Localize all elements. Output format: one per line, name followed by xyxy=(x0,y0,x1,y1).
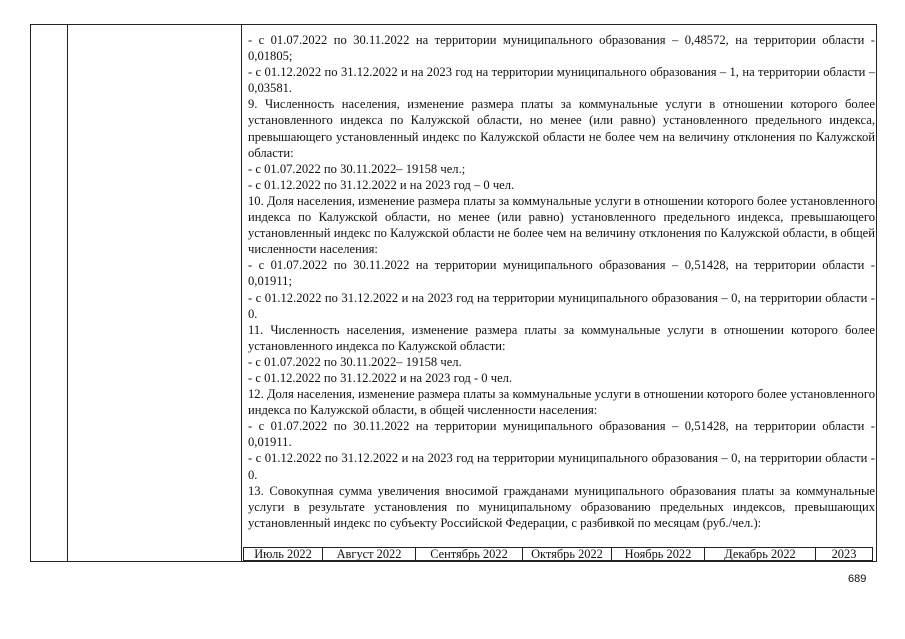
paragraph: - с 01.12.2022 по 31.12.2022 и на 2023 год - 0 чел. xyxy=(248,370,513,385)
document-table xyxy=(30,24,877,562)
month-header-cell: Июль 2022 xyxy=(254,547,312,561)
months-header-row xyxy=(243,547,873,561)
paragraph: 9. Численность населения, изменение размера платы за коммунальные услуги в отношении которого более установленного индекса по Калужской области, но менее (или равно) установленного предельного индекса, превышающего установленный индекс по Калужской области не более чем на величину отклонения по Калужской области: xyxy=(248,97,875,160)
month-header-cell: Декабрь 2022 xyxy=(704,548,815,560)
month-header-cell: Август 2022 xyxy=(322,548,415,560)
page-number: 689 xyxy=(848,573,867,585)
paragraph: 10. Доля населения, изменение размера платы за коммунальные услуги в отношении которого более установленного индекса по Калужской области, но менее (или равно) установленного предельного индекса, превышающего установленный индекс по Калужской области не более чем на величину отклонения по Калужской области, в общей численности населения: xyxy=(248,193,875,257)
paragraph: - с 01.07.2022 по 30.11.2022– 19158 чел.; xyxy=(248,161,466,176)
paragraph: - с 01.07.2022 по 30.11.2022– 19158 чел. xyxy=(248,354,462,369)
paragraph: - с 01.12.2022 по 31.12.2022 и на 2023 год на территории муниципального образования – 0, на территории области - 0. xyxy=(248,290,875,321)
paragraph: 11. Численность населения, изменение размера платы за коммунальные услуги в отношении которого более установленного индекса по Калужской области: xyxy=(248,322,875,353)
paragraph: 12. Доля населения, изменение размера платы за коммунальные услуги в отношении которого более установленного индекса по Калужской области, в общей численности населения: xyxy=(248,387,875,418)
paragraph: - с 01.12.2022 по 31.12.2022 и на 2023 год на территории муниципального образования – 0, на территории области - 0. xyxy=(248,451,875,482)
month-header-cell: Ноябрь 2022 xyxy=(611,548,704,560)
paragraph: - с 01.12.2022 по 31.12.2022 и на 2023 год на территории муниципального образования – 1, на территории области – 0,03581. xyxy=(248,65,875,96)
paragraph: - с 01.07.2022 по 30.11.2022 на территории муниципального образования – 0,51428, на территории области - 0,01911. xyxy=(248,419,875,450)
paragraph: - с 01.12.2022 по 31.12.2022 и на 2023 год – 0 чел. xyxy=(248,177,515,192)
paragraph: 13. Совокупная сумма увеличения вносимой гражданами муниципального образования платы за коммунальные услуги в результате установления по муниципальному образованию предельных индексов, превышающих установленный индекс по субъекту Российской Федерации, с разбивкой по месяцам (руб./чел.): xyxy=(248,483,875,530)
paragraph: - с 01.07.2022 по 30.11.2022 на территории муниципального образования – 0,51428, на территории области - 0,01911; xyxy=(248,258,875,289)
column-divider xyxy=(67,25,68,561)
month-header-cell: 2023 xyxy=(815,548,872,560)
paragraph: - с 01.07.2022 по 30.11.2022 на территории муниципального образования – 0,48572, на территории области - 0,01805; xyxy=(248,33,875,64)
document-text xyxy=(248,32,875,531)
month-header-cell: Сентябрь 2022 xyxy=(415,548,522,560)
column-divider xyxy=(241,25,242,561)
month-header-cell: Октябрь 2022 xyxy=(522,548,611,560)
